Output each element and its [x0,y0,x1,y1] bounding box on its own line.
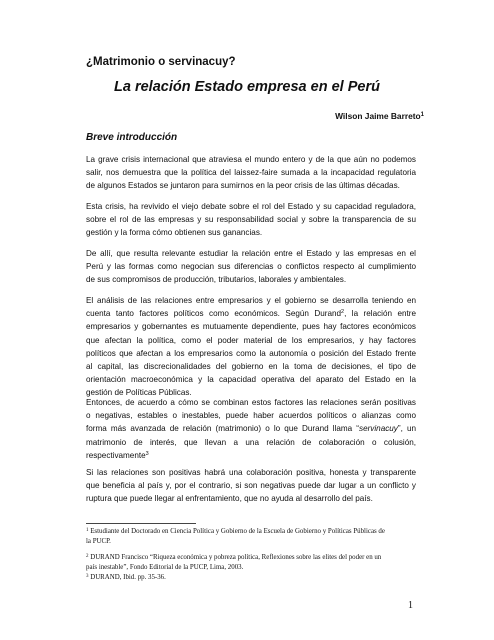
paragraph-line [86,307,416,320]
paragraph-line: orientación macroeconómica y la capacidad operativa del aparato del Estado en la [86,375,416,385]
paragraph-4 [86,294,416,400]
footnote-line [86,553,420,563]
paragraph-line: Entonces, de acuerdo a cómo se combinan estos factores las relaciones serán positivas [86,398,416,407]
footnote-number: 1 [86,528,89,533]
footnote-number: 2 [86,554,89,559]
paragraph-line: Perú y las formas como negocian sus diferencias o conflictos respecto al cumplimiento [86,262,416,272]
paragraph-3 [86,247,416,287]
paragraph-line: políticos que afectan a los empresarios como la autonomía o posición del Estado frente [86,348,416,358]
paragraph-line: o negativas, estables o inestables, puede haber acuerdos políticos o alianzas como [86,411,416,421]
paragraph-6 [86,466,416,506]
author-line [335,111,424,121]
paragraph-line: Si las relaciones son positivas habrá una colaboración positiva, honesta y transparente [86,468,416,477]
section-heading: Breve introducción [86,132,178,143]
paragraph-line: salir, nos demuestra que la política del laissez-faire sumada a la incapacidad regulatoria [86,168,416,178]
paragraph-text: , la relación entre [344,309,416,319]
author-footnote-marker: 1 [420,112,424,118]
footnote-line: país inestable”, Fondo Editorial de la PUCP, Lima, 2003. [86,564,244,571]
paragraph-line: gestión de Políticas Públicas. [86,388,192,398]
paragraph-1 [86,153,416,193]
paragraph-line: gestión y la forma cómo obtienen sus ganancias. [86,228,263,238]
paragraph-line: empresarios y gobernantes es mutuamente dependiente, pues hay factores económicos [86,322,416,332]
paragraph-line: La grave crisis internacional que atraviesa el mundo entero y de la que aún no podemos [86,155,416,164]
footnote-3 [86,573,420,583]
paragraph-5 [86,396,416,462]
footnote-line [86,573,420,583]
paragraph-text: forma más avanzada de relación (matrimonio) o lo que Durand llama “ [86,424,360,434]
author-name: Wilson Jaime Barreto [335,111,421,121]
footnote-marker: 3 [145,450,149,457]
paragraph-line: El análisis de las relaciones entre empresarios y el gobierno se desarrolla teniendo en [86,296,416,305]
paragraph-text: ”, un [397,424,416,434]
paragraph-line: que afectan la política, como el poder material de los empresarios, y hay factores [86,335,416,345]
paragraph-2 [86,200,416,240]
footnote-number: 3 [86,574,89,579]
paragraph-text: cuenta tanto factores políticos como económicos. Según Durand [86,309,341,319]
paragraph-line: al capital, las discrecionalidades del gobierno en la toma de decisiones, el tipo de [86,362,416,372]
paragraph-line: de algunos Estados se juntaron para sumirnos en la peor crisis de las últimas décadas. [86,181,400,191]
footnote-marker: 2 [341,309,345,316]
paragraph-line: de sus compromisos de producción, tributarios, laborales y ambientales. [86,275,347,285]
footnote-2 [86,553,420,573]
page-number: 1 [408,600,413,611]
footnote-line [86,527,420,537]
paragraph-line: Esta crisis, ha revivido el viejo debate sobre el rol del Estado y su capacidad reguladora, [86,202,416,211]
paragraph-line: que beneficia al país y, por el contrario, si son negativas puede dar lugar a un conflicto y [86,481,416,491]
paragraph-line [86,449,416,462]
footnote-text: Estudiante del Doctorado en Ciencia Política y Gobierno de la Escuela de Gobierno y Políticas Públicas de [88,528,385,535]
paragraph-text: respectivamente [86,450,146,460]
footnote-1 [86,527,420,547]
paragraph-line: matrimonio de interés, que llevan a una relación de colaboración o colusión, [86,437,416,447]
paragraph-line: De allí, que resulta relevante estudiar la relación entre el Estado y las empresas en el [86,249,416,258]
footnote-line: la PUCP. [86,538,111,545]
paragraph-line [86,422,416,435]
document-main-title: La relación Estado empresa en el Perú [114,79,380,95]
footnote-separator [86,523,196,524]
footnote-text: DURAND Francisco “Riqueza económica y pobreza política, Reflexiones sobre las elites del poder en un [88,554,382,561]
paragraph-line: sobre el rol de las empresas y su responsabilidad social y sobre la transparencia de su [86,215,416,225]
footnote-text: DURAND, Ibid. pp. 35-36. [88,574,166,581]
emphasized-term: servinacuy [359,424,398,434]
paragraph-line: ruptura que puede llegar al enfrentamiento, que no ayuda al desarrollo del país. [86,494,373,504]
document-kicker-title: ¿Matrimonio o servinacuy? [86,56,236,68]
